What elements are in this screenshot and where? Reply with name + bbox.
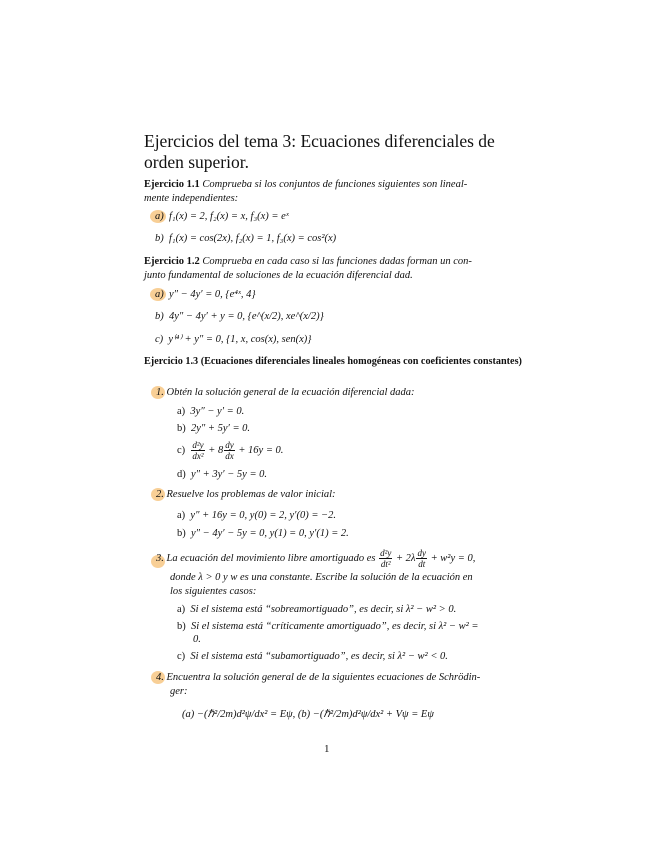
item-marker: c): [177, 444, 186, 456]
exercise-title: (Ecuaciones diferenciales lineales homogéneas con coeficientes constantes): [200, 356, 522, 367]
exercise-label: Ejercicio 1.1: [144, 179, 200, 190]
fraction-numerator: dy: [225, 440, 234, 450]
exercise-text: Comprueba en cada caso si las funciones dadas forman un con-: [202, 256, 472, 267]
fraction: [224, 440, 235, 461]
item-marker: c): [155, 334, 164, 345]
item-marker: b): [177, 528, 186, 539]
fraction-numerator: dy: [417, 548, 426, 558]
list-item: [155, 289, 256, 300]
math-expression: 4y″ − 4y′ + y = 0, {e^(x/2), xe^(x/2)}: [169, 311, 324, 322]
item-text-continuation: 0.: [193, 634, 201, 645]
item-marker: a): [155, 289, 164, 300]
question-number: 1.: [156, 387, 164, 398]
item-marker: b): [155, 311, 164, 322]
fraction: [379, 548, 392, 569]
fraction-numerator: d²y: [380, 548, 392, 558]
question-number: 3.: [156, 552, 164, 564]
document-title-line1: Ejercicios del tema 3: Ecuaciones diferenciales de: [144, 131, 495, 151]
list-item: [155, 233, 336, 244]
item-text: Si el sistema está “subamortiguado”, es decir, si λ² − w² < 0.: [190, 651, 448, 662]
page-number: 1: [324, 743, 330, 755]
fraction-numerator: d²y: [192, 440, 204, 450]
item-marker: b): [177, 621, 186, 632]
exercise-label: Ejercicio 1.2: [144, 256, 200, 267]
math-expression: f₁(x) = 2, f₂(x) = x, f₃(x) = eˣ: [169, 211, 289, 222]
question-4: [156, 672, 480, 683]
question-text-continuation: ger:: [170, 686, 188, 697]
list-item: [177, 423, 250, 434]
question-text: Resuelve los problemas de valor inicial:: [166, 489, 336, 500]
exercise-text-continuation: mente independientes:: [144, 193, 239, 204]
math-operator: + 8: [208, 444, 224, 456]
question-text-continuation: donde λ > 0 y w es una constante. Escribe la solución de la ecuación en: [170, 572, 473, 583]
question-text: Obtén la solución general de la ecuación diferencial dada:: [166, 387, 415, 398]
math-expression: y″ + 16y = 0, y(0) = 2, y′(0) = −2.: [190, 510, 337, 521]
exercise-1-2-statement: [144, 256, 472, 267]
item-text: Si el sistema está “críticamente amortiguado”, es decir, si λ² − w² =: [191, 621, 479, 632]
question-number: 4.: [156, 672, 164, 683]
question-3: [156, 548, 475, 569]
list-item: [177, 604, 456, 615]
item-marker: b): [177, 423, 186, 434]
list-item: [177, 510, 336, 521]
exercise-1-1-statement: [144, 179, 467, 190]
question-text: La ecuación del movimiento libre amortiguado es: [166, 552, 376, 564]
exercise-label: Ejercicio 1.3: [144, 356, 199, 367]
math-expression: y⁽⁴⁾ + y″ = 0, {1, x, cos(x), sen(x)}: [168, 334, 312, 345]
math-expression: f₁(x) = cos(2x), f₂(x) = 1, f₃(x) = cos²(x): [169, 233, 337, 244]
math-expression: y″ + 3y′ − 5y = 0.: [191, 469, 268, 480]
item-marker: d): [177, 469, 186, 480]
item-marker: c): [177, 651, 186, 662]
exercise-text-continuation: junto fundamental de soluciones de la ecuación diferencial dad.: [144, 270, 413, 281]
fraction-denominator: dx: [225, 451, 234, 461]
fraction: [191, 440, 204, 461]
schrodinger-equations: (a) −(ℏ²/2m)d²ψ/dx² = Eψ, (b) −(ℏ²/2m)d²ψ/dx² + Vψ = Eψ: [182, 709, 434, 720]
list-item: [177, 440, 283, 461]
exercise-text: Comprueba si los conjuntos de funciones siguientes son lineal-: [202, 179, 468, 190]
math-expression: 2y″ + 5y′ = 0.: [191, 423, 251, 434]
fraction-denominator: dt: [418, 559, 426, 569]
item-marker: a): [177, 406, 186, 417]
math-expression: 3y″ − y′ = 0.: [190, 406, 245, 417]
list-item: [177, 621, 479, 632]
math-expression: + 16y = 0.: [238, 444, 284, 456]
question-2: [156, 489, 336, 500]
item-marker: a): [155, 211, 164, 222]
list-item: [177, 406, 244, 417]
question-text-continuation: los siguientes casos:: [170, 586, 257, 597]
question-text: Encuentra la solución general de de la siguientes ecuaciones de Schrödin-: [166, 672, 481, 683]
math-operator: + 2λ: [395, 552, 416, 564]
exercise-1-3-heading: [144, 356, 522, 367]
math-expression: + w²y = 0,: [430, 552, 476, 564]
list-item: [155, 333, 311, 345]
item-marker: b): [155, 233, 164, 244]
item-marker: a): [177, 510, 186, 521]
fraction-denominator: dx²: [192, 451, 204, 461]
fraction-denominator: dt²: [380, 559, 391, 569]
list-item: [155, 311, 324, 322]
list-item: [155, 211, 289, 222]
fraction: [416, 548, 427, 569]
list-item: [177, 651, 448, 662]
question-1: [156, 387, 415, 398]
math-expression: y″ − 4y′ = 0, {e⁴ˣ, 4}: [169, 289, 256, 300]
item-text: Si el sistema está “sobreamortiguado”, es decir, si λ² − w² > 0.: [190, 604, 457, 615]
list-item: [177, 528, 349, 539]
item-marker: a): [177, 604, 186, 615]
list-item: [177, 469, 267, 480]
document-title-line2: orden superior.: [144, 152, 249, 172]
math-expression: y″ − 4y′ − 5y = 0, y(1) = 0, y′(1) = 2.: [191, 528, 349, 539]
question-number: 2.: [156, 489, 164, 500]
